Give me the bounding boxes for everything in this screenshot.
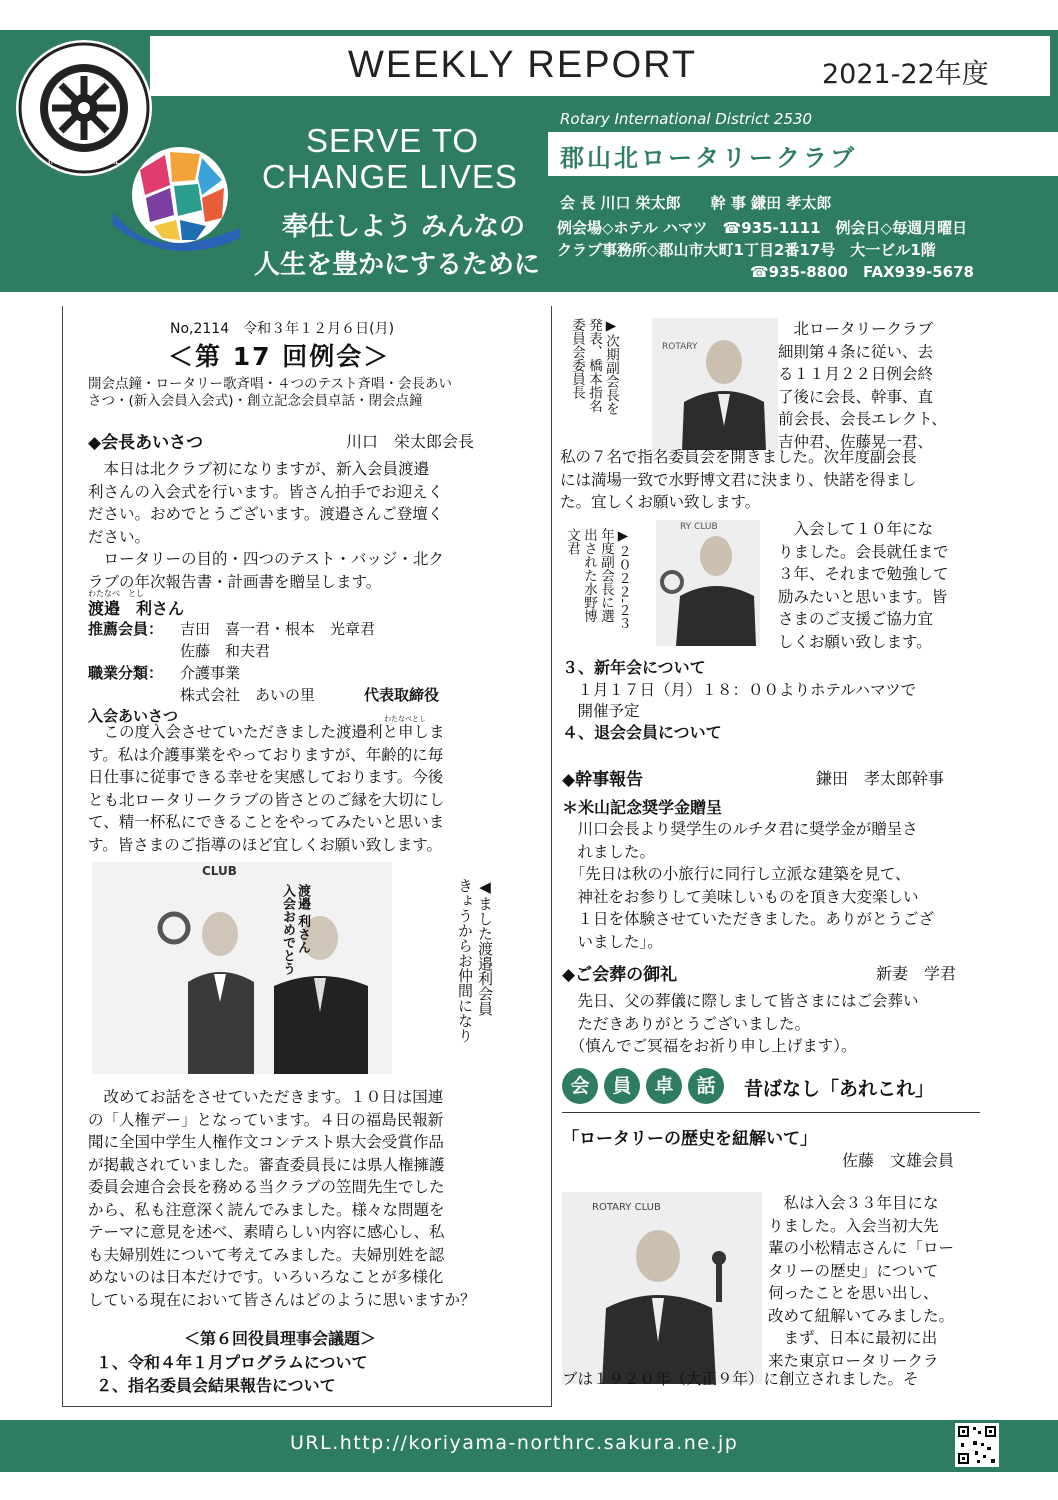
new-member-photo [92,862,392,1074]
secretary-heading: ◆幹事報告 [562,770,644,790]
photo-side-caption: ◀ました渡邉利会員 きょうからお仲間になり [456,878,494,1043]
talk-badge: 会 [562,1068,598,1104]
photo2-caption: ▶２０２２-２３ 年度副会長に選 出された水野博 文君 [564,528,631,630]
talk-speaker-figure-icon [562,1192,762,1384]
serve-line1: SERVE TO [306,122,480,159]
photo3-text: ROTARY CLUB [592,1202,661,1213]
club-url-link[interactable]: URL.http://koriyama-northrc.sakura.ne.jp [290,1432,739,1454]
photo1-text: ROTARY [662,342,698,352]
vice-president-photo [656,520,760,646]
report-title: WEEKLY REPORT [348,44,698,86]
occupation-label: 職業分類： [88,664,164,682]
photo1-caption: ▶次期副会長を 発表、橋本指名 委員会委員長 [569,318,619,415]
item3-line1: １月１７日（月）１８：００よりホテルハマツで [562,681,917,699]
human-rights-paragraph: 改めてお話をさせていただきます。１０日は国連 の「人権デー」となっています。４日の福島民報新 聞に全国中学生人権作文コンテスト県大会受賞作品 が掲載されていました。審査委員長には県人権擁護 委員会連合会長を務める当クラブの笠間先生でした から、私も注意深く読んでみました。様々な問題を テーマに意見を述べ、素晴らしい内容に感心し、私 も夫婦別姓について考えてみました。夫婦別姓を認 めないのは日本だけです。いろいろなことが多様化 している現在において皆さんはどのように思いますか？ [88,1088,476,1309]
item3-heading: ３、新年会について [562,658,706,677]
office-info: クラブ事務所◇郡山市大町1丁目2番17号 大一ビル1階 [557,241,936,259]
nominating-paragraph: 私の７名で指名委員会を開きました。次年度副会長 には満場一致で水野博文君に決まり、快諾を得まし た。宜しくお願い致します。 [560,448,917,511]
talk-speaker-photo [562,1192,762,1384]
talk-badge: 卓 [646,1068,682,1104]
district-label: Rotary International District 2530 [560,110,813,128]
scholarship-heading: ＊米山記念奨学金贈呈 [562,798,723,817]
serve-line2: CHANGE LIVES [262,158,518,195]
condolence-speaker: 新妻 学君 [876,964,957,983]
join-heading: 入会あいさつ [88,707,179,725]
photo-club-text: CLUB [202,864,237,878]
vice-president-figure-icon [656,520,760,646]
member-figures-icon [92,862,392,1074]
nominating-paragraph-wrapped: 北ロータリークラブ 細則第４条に従い、去 る１１月２２日例会終 了後に会長、幹事、直 前会長、会長エレクト、 吉仲君、佐藤晃一君、 [778,320,947,451]
talk-badge: 員 [604,1068,640,1104]
talk-title: 「ロータリーの歴史を紐解いて」 [562,1129,817,1149]
ruby-watanabe2: わたなべとし [384,715,426,723]
issue-line: No,2114 令和３年１２月６日(月) [170,321,395,337]
photo-caption: 渡邉 利さん 入会おめでとう [280,884,310,975]
board-item2: ２、指名委員会結果報告について [96,1376,336,1395]
condolence-heading: ◆ご会葬の御礼 [562,965,678,985]
occupation-line1: 介護事業 [180,664,241,682]
vice-president-paragraph: 入会して１０年にな りました。会長就任まで ３年、それまで勉強して 励みたいと思います。皆 さまのご支援ご協力宜 しくお願い致します。 [778,520,949,651]
sponsor-label: 推薦会員： [88,620,164,638]
scholarship-paragraph: 川口会長より奨学生のルチタ君に奨学金が贈呈さ れました。 「先日は秋の小旅行に同行し立派な建築を見て、 神社をお参りして美味しいものを頂き大変楽しい １日を体験させていただきました。ありがとうござ いました」。 [562,820,935,951]
greeting-paragraph: 本日は北クラブ初になりますが、新入会員渡邉 利さんの入会式を行います。皆さん拍手でお迎えく ださい。おめでとうございます。渡邉さんご登壇く ださい。 ロータリーの目的・四つのテスト・バッジ・北ク ラブの年次報告書・計画書を贈呈します。 [88,460,444,591]
speaker-figure-icon [652,318,778,450]
agenda-line1: 開会点鐘・ロータリー歌斉唱・４つのテスト斉唱・会長あい [88,376,452,392]
condolence-paragraph: 先日、父の葬儀に際しまして皆さまにはご会葬い ただきありがとうございました。 （慎んでご冥福をお祈り申し上げます）。 [562,992,919,1055]
meeting-info: 例会場◇ホテル ハマツ ☎935-1111 例会日◇毎週月曜日 [557,219,968,237]
talk-badge: 話 [688,1068,724,1104]
club-name: 郡山北ロータリークラブ [560,144,857,172]
board-heading: ＜第６回役員理事会議題＞ [184,1329,377,1348]
talk-subtitle: 昔ばなし「あれこれ」 [744,1078,935,1100]
member-talk-badges [562,1068,724,1104]
sponsor-line1: 吉田 喜一君・根本 光章君 [180,620,376,638]
board-item1: １、令和４年１月プログラムについて [96,1353,368,1372]
meeting-title: ＜第 17 回例会＞ [168,342,391,371]
talk-divider [562,1112,980,1113]
slogan-line2: 人生を豊かにするために [254,250,541,280]
talk-speaker: 佐藤 文雄会員 [842,1151,955,1170]
greeting-speaker: 川口 栄太郎会長 [346,432,475,451]
secretary-speaker: 鎌田 孝太郎幹事 [816,769,945,788]
new-member-name: 渡邉 利さん [88,599,185,618]
item4-heading: ４、退会会員について [562,723,722,742]
officers-info: 会 長 川口 栄太郎 幹 事 鎌田 孝太郎 [560,194,832,212]
contact-info: ☎935-8800 FAX939-5678 [750,263,974,281]
qr-code-icon [955,1423,999,1467]
occupation-line2: 株式会社 あいの里 [180,686,316,704]
agenda-line2: さつ・(新入会員入会式)・創立記念会員卓話・閉会点鐘 [88,393,423,409]
join-paragraph: この度入会させていただきました渡邉利と申しま す。私は介護事業をやっておりますが、年齢的に毎 日仕事に従事できる幸せを実感しております。今後 とも北ロータリークラブの皆さとのご縁を大切にし て、精一杯私にできることをやってみたいと思いま す。皆さまのご指導のほど宜しくお願い致します。 [88,723,445,854]
greeting-heading: ◆会長あいさつ [88,433,204,453]
nominating-chair-photo [652,318,778,450]
talk-paragraph-wrapped: 私は入会３３年目にな りました。入会当初大先 輩の小松精志さんに「ロー タリーの歴史」について 伺ったことを思い出し、 改めて紐解いてみました。 まず、日本に最初に出 来た東京ロータリークラ [768,1194,955,1370]
talk-last-line: ブは１９２０年（大正９年）に創立されました。そ [562,1370,919,1388]
sponsor-line2: 佐藤 和夫君 [180,642,271,660]
logo-ring-top: ROTARY [62,52,106,65]
globe-hands-icon [110,140,245,265]
fiscal-year: 2021-22年度 [822,59,989,90]
ruby-watanabe: わたなべ とし [88,589,144,598]
photo2-text: RY CLUB [680,522,718,532]
occupation-title: 代表取締役 [364,686,440,704]
item3-line2: 開催予定 [562,702,640,720]
logo-ring-bottom: INTERNATIONAL [47,157,121,167]
slogan-line1: 奉仕しよう みんなの [282,212,526,242]
